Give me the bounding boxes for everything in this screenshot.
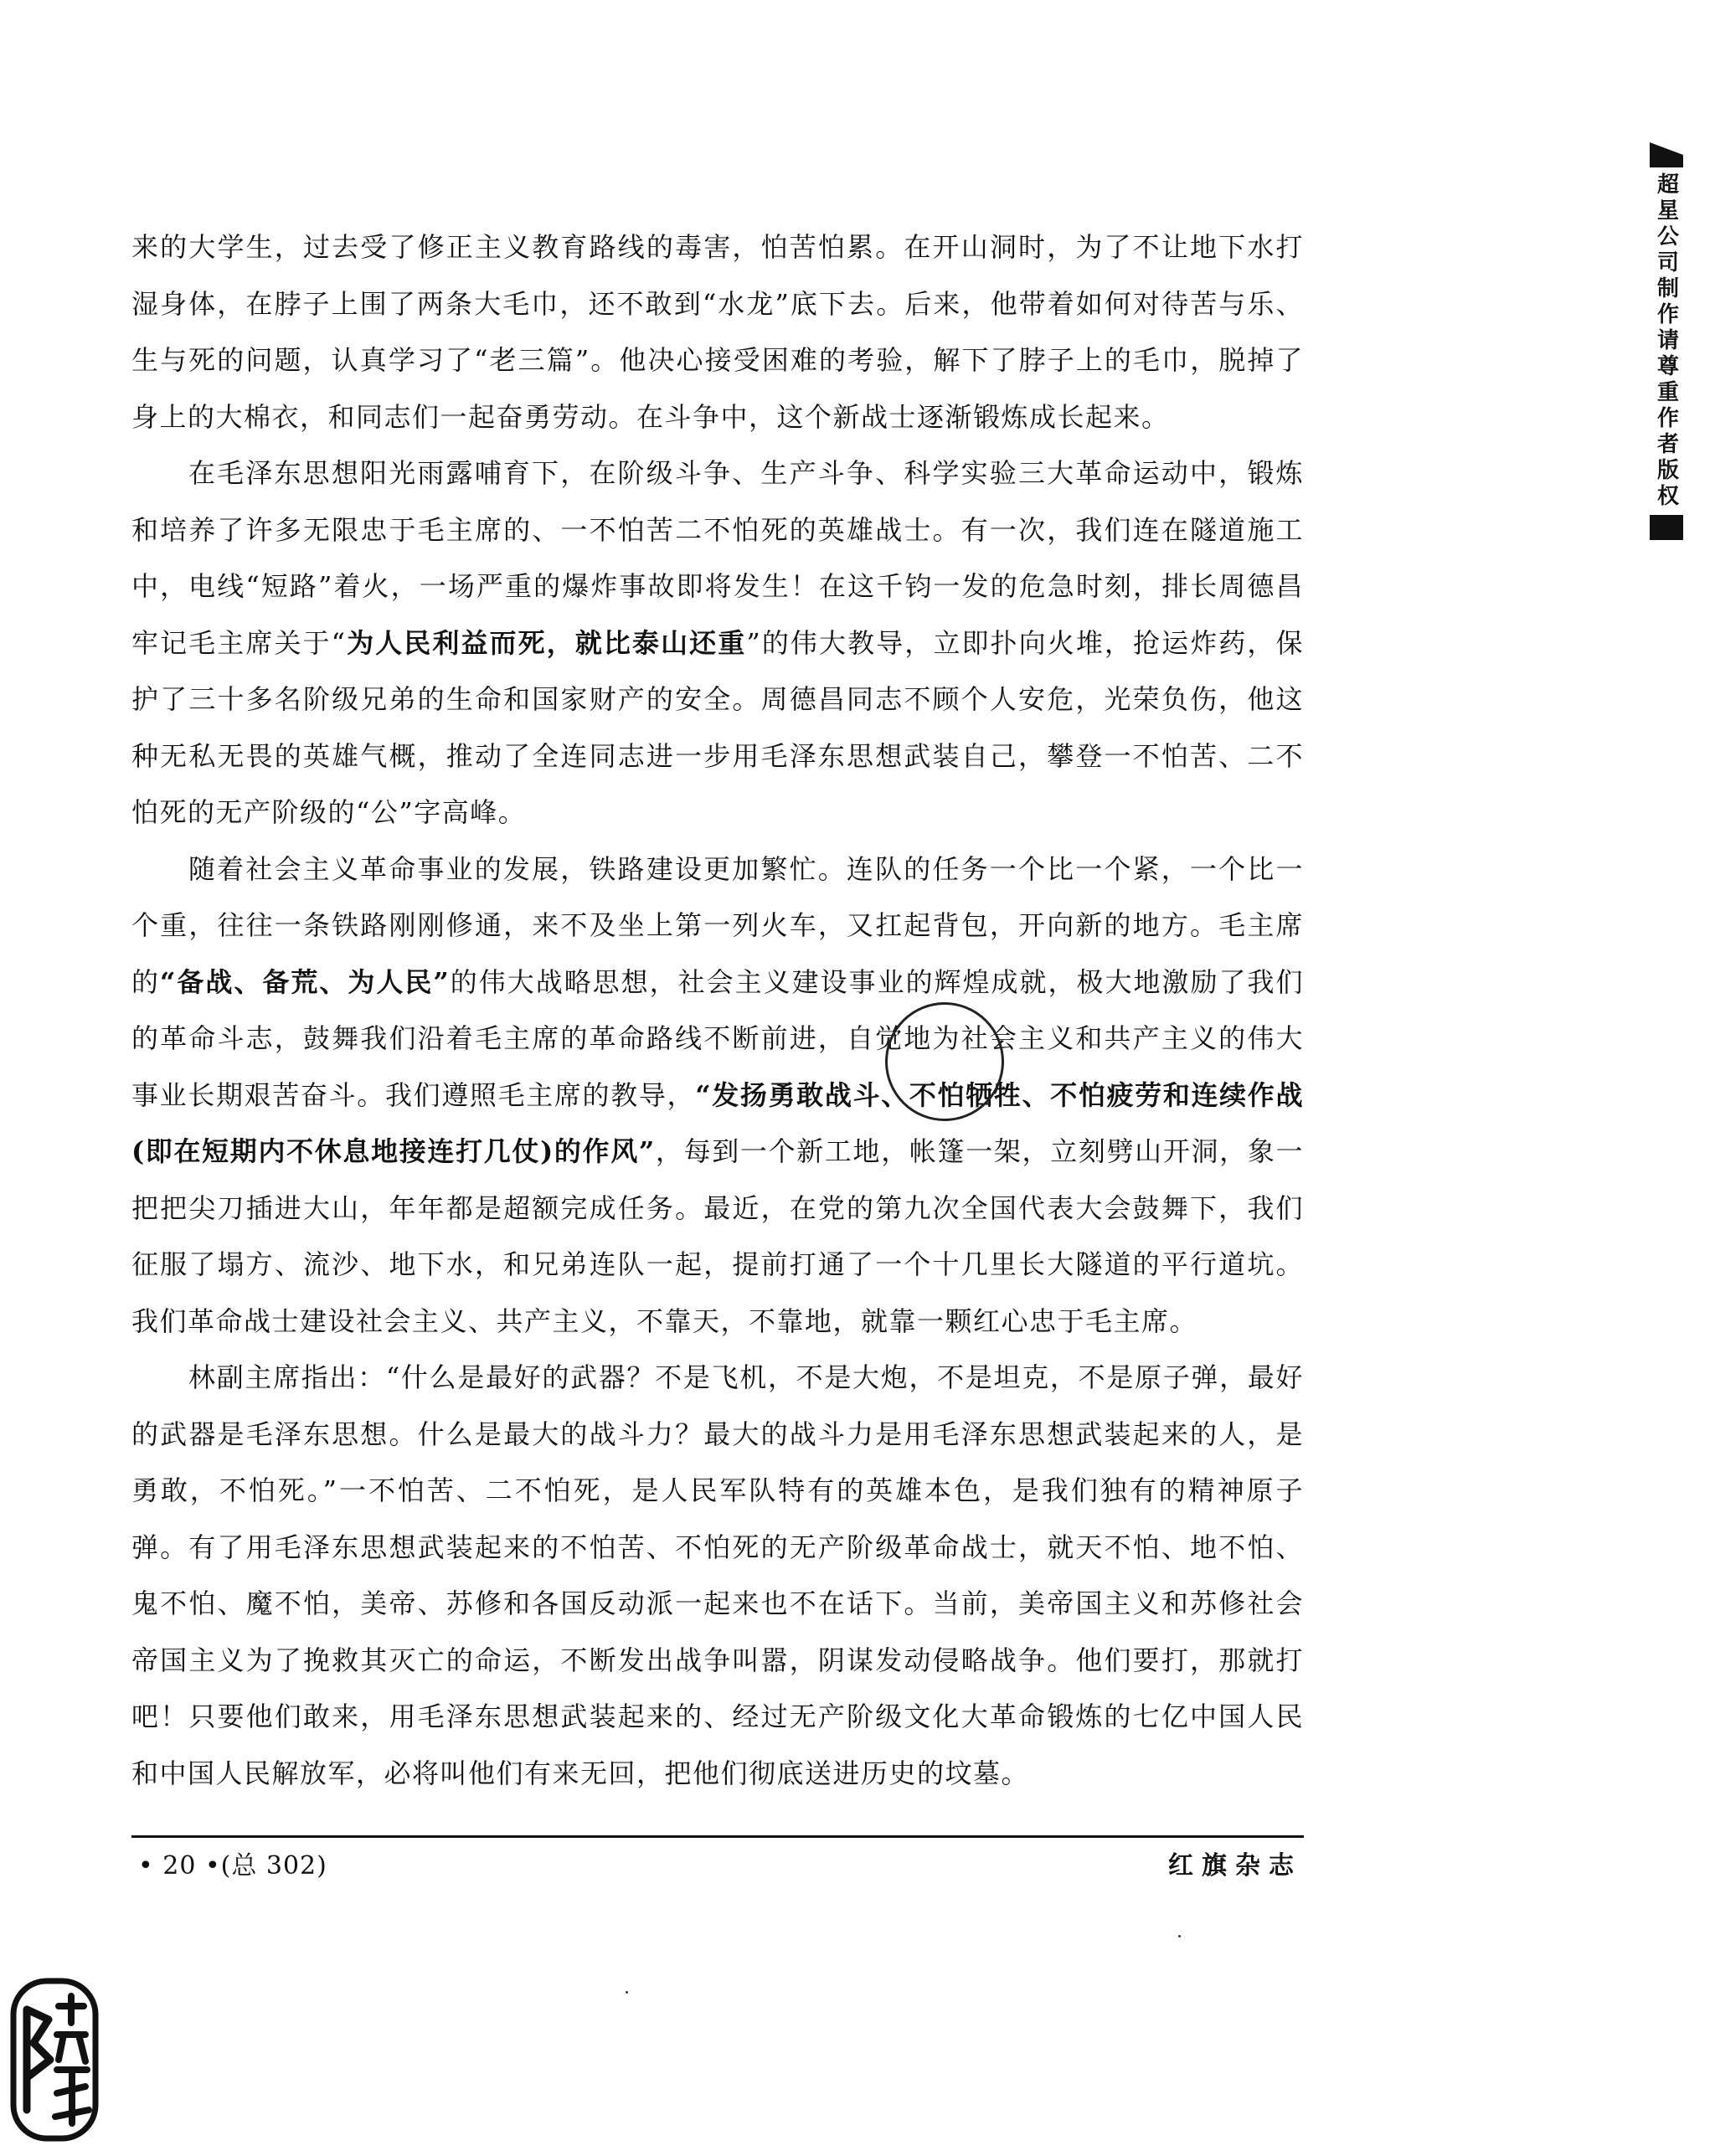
text-run: ，每到一个新工地，帐篷一架，立刻劈山开洞，象一把把尖刀插进大山，年年都是超额完成任务。最近，在党的第九次全国代表大会鼓舞下，我们征服了塌方、流沙、地下水，和兄弟连队一起，提前打通了一个十几里长大隧道的平行道坑。我们革命战士建设社会主义、共产主义，不靠天，不靠地，就靠一颗红心忠于毛主席。: [131, 1135, 1304, 1337]
text-run: 随着社会主义革命事业的发展，铁路建设更加繁忙。连队的任务一个比一个紧，一个比一个重，往往一条铁路刚刚修通，来不及坐上第一列火车，又扛起背包，开向新的地方。毛主席的: [131, 852, 1304, 998]
footer-rule: [131, 1835, 1304, 1838]
scan-speck: [626, 1991, 628, 1994]
copyright-strip: [1646, 142, 1687, 540]
text-run: 来的大学生，过去受了修正主义教育路线的毒害，怕苦怕累。在开山洞时，为了不让地下水打湿身体，在脖子上围了两条大毛巾，还不敢到“水龙”底下去。后来，他带着如何对待苦与乐、生与死的问题，认真学习了“老三篇”。他决心接受困难的考验，解下了脖子上的毛巾，脱掉了身上的大棉衣，和同志们一起奋勇劳动。在斗争中，这个新战士逐渐锻炼成长起来。: [131, 231, 1304, 433]
bold-quote: 为人民利益而死，就比泰山还重: [346, 626, 747, 659]
text-run: 林副主席指出：“什么是最好的武器？不是飞机，不是大炮，不是坦克，不是原子弹，最好的武器是毛泽东思想。什么是最大的战斗力？最大的战斗力是用毛泽东思想武装起来的人，是勇敢，不怕死。”一不怕苦、二不怕死，是人民军队特有的英雄本色，是我们独有的精神原子弹。有了用毛泽东思想武装起来的不怕苦、不怕死的无产阶级革命战士，就天不怕、地不怕、鬼不怕、魔不怕，美帝、苏修和各国反动派一起来也不在话下。当前，美帝国主义和苏修社会帝国主义为了挽救其灭亡的命运，不断发出战争叫嚣，阴谋发动侵略战争。他们要打，那就打吧！只要他们敢来，用毛泽东思想武装起来的、经过无产阶级文化大革命锻炼的七亿中国人民和中国人民解放军，必将叫他们有来无回，把他们彻底送进历史的坟墓。: [131, 1361, 1304, 1789]
scan-speck: [1178, 1935, 1181, 1937]
seal-stamp: [8, 1976, 100, 2143]
bold-quote: “备战、备荒、为人民”: [160, 965, 451, 998]
bold-quote: “发扬勇敢战斗、不怕牺牲、不怕疲劳和连续作战(即在短期内不休息地接连打几仗)的作风”: [131, 1078, 1304, 1167]
ring-mark: [885, 1002, 1004, 1121]
article-body: [131, 219, 1304, 1802]
strip-bottom-marker: [1650, 515, 1683, 540]
paragraph: [131, 1350, 1304, 1802]
journal-name: 红旗杂志: [1168, 1851, 1302, 1881]
text-run: ”的伟大教导，立即扑向火堆，抢运炸药，保护了三十多名阶级兄弟的生命和国家财产的安全。周德昌同志不顾个人安危，光荣负伤，他这种无私无畏的英雄气概，推动了全连同志进一步用毛泽东思想武装自己，攀登一不怕苦、二不怕死的无产阶级的“公”字高峰。: [131, 626, 1304, 828]
page-number: • 20 •(总 302): [138, 1851, 327, 1881]
strip-top-marker: [1650, 142, 1683, 167]
copyright-notice: 超星公司制作请尊重作者版权: [1653, 172, 1679, 510]
paragraph: [131, 219, 1304, 445]
text-run: 的伟大战略思想，社会主义建设事业的辉煌成就，极大地激励了我们的革命斗志，鼓舞我们沿着毛主席的革命路线不断前进，自觉地为社会主义和共产主义的伟大事业长期艰苦奋斗。我们遵照毛主席的教导，: [131, 965, 1304, 1111]
paragraph: [131, 445, 1304, 841]
paragraph: [131, 841, 1304, 1351]
text-run: 在毛泽东思想阳光雨露哺育下，在阶级斗争、生产斗争、科学实验三大革命运动中，锻炼和培养了许多无限忠于毛主席的、一不怕苦二不怕死的英雄战士。有一次，我们连在隧道施工中，电线“短路”着火，一场严重的爆炸事故即将发生！在这千钧一发的危急时刻，排长周德昌牢记毛主席关于“: [131, 457, 1304, 659]
